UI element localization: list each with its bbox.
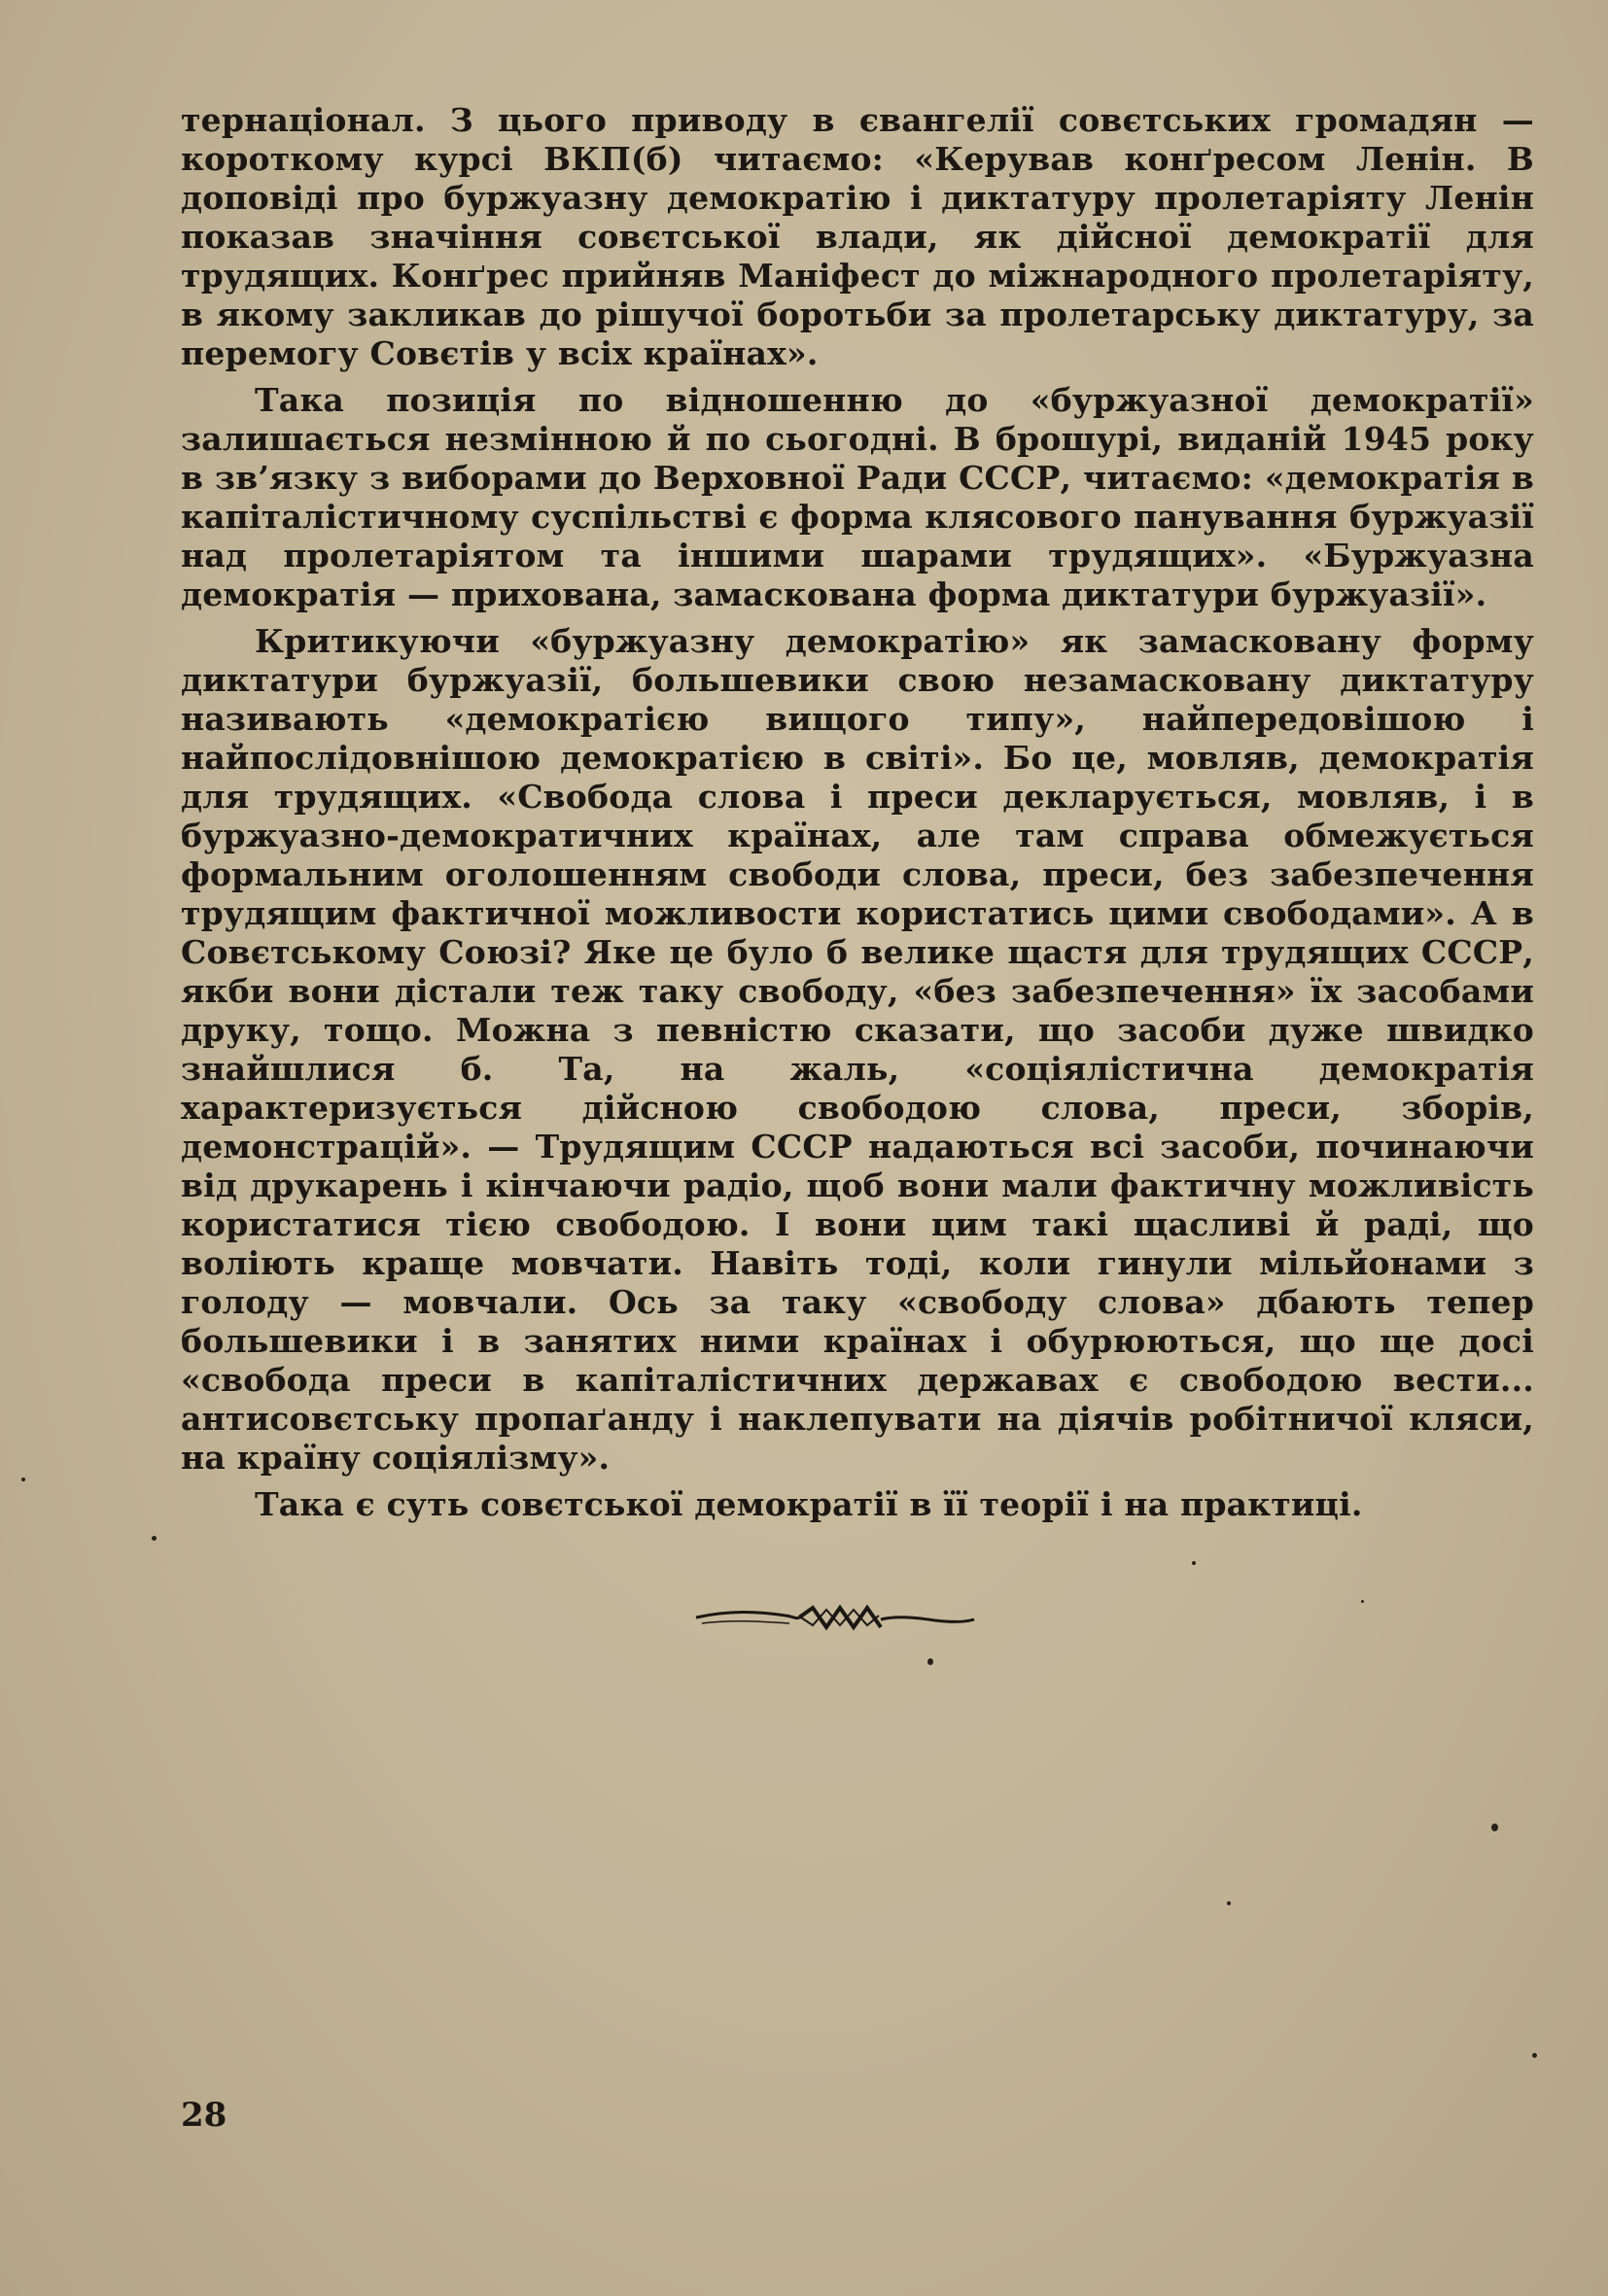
paper-speck [927, 1658, 933, 1665]
page-number: 28 [181, 2096, 227, 2135]
paper-speck [1192, 1561, 1196, 1565]
paper-speck [1491, 1824, 1498, 1831]
paper-speck [1532, 2053, 1537, 2058]
paper-speck [152, 1536, 157, 1541]
paragraph-conclusion: Така є суть совєтської демократії в її теорії і на практиці. [255, 1485, 1363, 1523]
paper-speck [1227, 1901, 1231, 1905]
paragraph: Така позиція по відношенню до «буржуазної демократії» залишається незмінною й по сьогодні. В брошурі, виданій 1945 року в зв’язку з виборами до Верховної Ради СССР, читаємо: «демократія в капіталістичному суспільстві є форма клясового панування буржуазії над пролетаріятом та іншими шарами трудящих». «Буржуазна демократія — прихована, замаскована форма диктатури буржуазії». [181, 381, 1534, 613]
paper-speck [21, 1478, 25, 1481]
paragraph-continuation: тернаціонал. З цього приводу в євангелії совєтських громадян — короткому курсі ВКП(б) читаємо: «Керував конґресом Ленін. В доповіді про буржуазну демократію і диктатуру пролетаріяту Ленін показав значіння совєтської влади, як дійсної демократії для трудящих. Конґрес прийняв Маніфест до міжнародного пролетаріяту, в якому закликав до рішучої боротьби за пролетарську диктатуру, за перемогу Совєтів у всіх країнах». [181, 101, 1534, 372]
paper-speck [1361, 1600, 1364, 1603]
decorative-flourish-icon [692, 1596, 978, 1639]
body-text [181, 101, 1534, 1532]
paragraph: Критикуючи «буржуазну демократію» як замасковану форму диктатури буржуазії, большевики свою незамасковану диктатуру називають «демократією вищого типу», найпередовішою і найпослідовнішою демократією в світі». Бо це, мовляв, демократія для трудящих. «Свобода слова і преси декларується, мовляв, і в буржуазно-демократичних країнах, але там справа обмежується формальним оголошенням свободи слова, преси, без забезпечення трудящим фактичної можливости користатись цими свободами». А в Совєтському Союзі? Яке це було б велике щастя для трудящих СССР, якби вони дістали теж таку свободу, «без забезпечення» їх засобами друку, тощо. Можна з певністю сказати, що засоби дуже швидко знайшлися б. Та, на жаль, «соціялістична демократія характеризується дійсною свободою слова, преси, зборів, демонстрацій». — Трудящим СССР надаються всі засоби, починаючи від друкарень і кінчаючи радіо, щоб вони мали фактичну можливість користатися тією свободою. І вони цим такі щасливі й раді, що воліють краще мовчати. Навіть тоді, коли гинули мільйонами з голоду — мовчали. Ось за таку «свободу слова» дбають тепер большевики і в занятих ними країнах і обурюються, що ще досі «свобода преси в капіталістичних державах є свободою вести... антисовєтську пропаґанду і наклепувати на діячів робітничої кляси, на країну соціялізму». [181, 622, 1534, 1477]
